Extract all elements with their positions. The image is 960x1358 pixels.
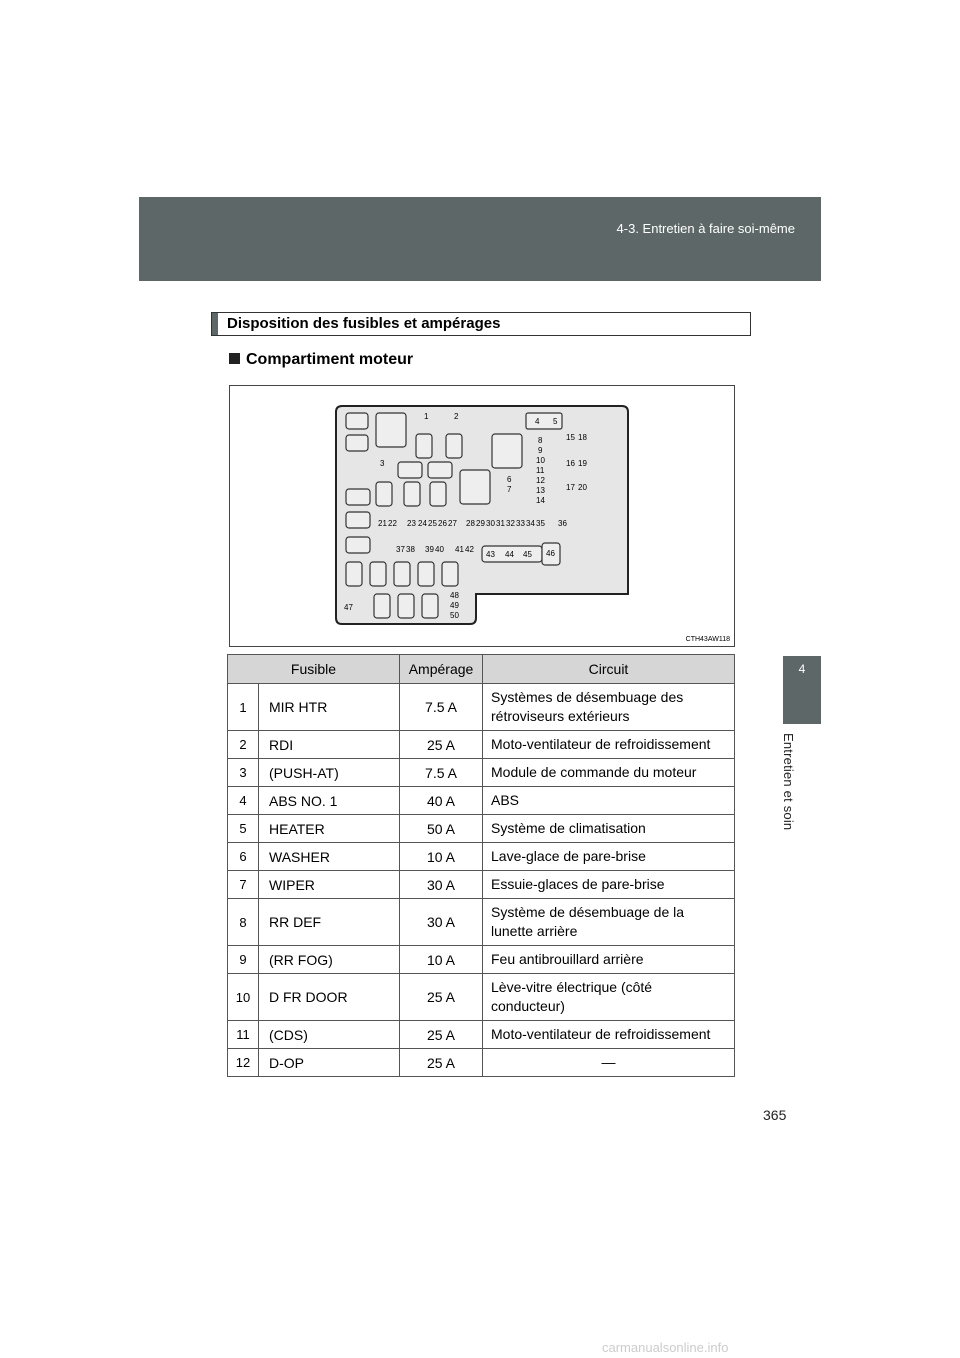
fuse-circuit: Lave-glace de pare-brise [483, 843, 735, 871]
fuse-label-35: 35 [536, 519, 545, 528]
page-number: 365 [763, 1107, 787, 1123]
col-header-circuit: Circuit [483, 655, 735, 684]
fuse-name: MIR HTR [259, 684, 400, 731]
fuse-number: 3 [228, 759, 259, 787]
fuse-amperage: 10 A [400, 843, 483, 871]
fuse-label-47: 47 [344, 603, 353, 612]
fuse-circuit [483, 974, 735, 1021]
fuse-circuit: Essuie-glaces de pare-brise [483, 871, 735, 899]
table-row [228, 1021, 735, 1049]
fuse-name: D-OP [259, 1049, 400, 1077]
fuse-label-48: 48 [450, 591, 459, 600]
fuse-label-29: 29 [476, 519, 485, 528]
fuse-label-5: 5 [553, 417, 558, 426]
fuse-name: D FR DOOR [259, 974, 400, 1021]
relay-block [404, 482, 420, 506]
fuse-label-39: 39 [425, 545, 434, 554]
table-row [228, 684, 735, 731]
section-heading-bar [212, 313, 218, 335]
fuse-amperage: 40 A [400, 787, 483, 815]
fuse-label-42: 42 [465, 545, 474, 554]
relay-block [346, 537, 370, 553]
table-row [228, 899, 735, 946]
table-row [228, 974, 735, 1021]
fuse-label-26: 26 [438, 519, 447, 528]
fuse-label-43: 43 [486, 550, 495, 559]
fuse-label-30: 30 [486, 519, 495, 528]
fuse-circuit: Moto-ventilateur de refroidissement [483, 731, 735, 759]
relay-block [398, 462, 422, 478]
fuse-label-50: 50 [450, 611, 459, 620]
fuse-circuit: Moto-ventilateur de refroidissement [483, 1021, 735, 1049]
fuse-label-21: 21 [378, 519, 387, 528]
fuse-name: HEATER [259, 815, 400, 843]
fuse-label-1: 1 [424, 412, 429, 421]
fuse-label-22: 22 [388, 519, 397, 528]
fuse-amperage: 7.5 A [400, 684, 483, 731]
fuse-name: (PUSH-AT) [259, 759, 400, 787]
fuse-number: 5 [228, 815, 259, 843]
relay-block [422, 594, 438, 618]
circuit-line: Systèmes de désembuage des [491, 689, 684, 705]
header-title: 4-3. Entretien à faire soi-même [616, 221, 795, 236]
fuse-amperage: 25 A [400, 1049, 483, 1077]
chapter-side-label [781, 733, 821, 873]
relay-block [492, 434, 522, 468]
fuse-label-46: 46 [546, 549, 555, 558]
relay-block [442, 562, 458, 586]
figure-code: CTH43AW118 [685, 636, 730, 643]
relay-block [374, 594, 390, 618]
fuse-name: WIPER [259, 871, 400, 899]
fuse-number: 7 [228, 871, 259, 899]
fuse-label-6: 6 [507, 475, 512, 484]
relay-block [398, 594, 414, 618]
circuit-line: Système de désembuage de la [491, 904, 685, 920]
fuse-label-9: 9 [538, 446, 543, 455]
fuse-label-31: 31 [496, 519, 505, 528]
fuse-number: 9 [228, 946, 259, 974]
fuse-label-15: 15 [566, 433, 575, 442]
fuse-number: 1 [228, 684, 259, 731]
watermark: carmanualsonline.info [602, 1340, 729, 1355]
fuse-label-18: 18 [578, 433, 587, 442]
relay-block [346, 562, 362, 586]
table-row [228, 787, 735, 815]
relay-block [418, 562, 434, 586]
fuse-name: RDI [259, 731, 400, 759]
fuse-label-41: 41 [455, 545, 464, 554]
table-row [228, 815, 735, 843]
relay-block [446, 434, 462, 458]
subsection-heading [229, 351, 413, 369]
fuse-label-14: 14 [536, 496, 545, 505]
fuse-label-19: 19 [578, 459, 587, 468]
chapter-tab [783, 656, 821, 724]
section-heading [211, 312, 751, 336]
table-row [228, 1049, 735, 1077]
chapter-number: 4 [798, 662, 806, 676]
fuse-amperage: 25 A [400, 1021, 483, 1049]
square-bullet-icon [229, 353, 240, 364]
fuse-number: 4 [228, 787, 259, 815]
relay-block [346, 413, 368, 429]
fuse-number: 2 [228, 731, 259, 759]
relay-block [416, 434, 432, 458]
relay-block [346, 489, 370, 505]
relay-block [394, 562, 410, 586]
fuse-label-2: 2 [454, 412, 459, 421]
fuse-label-40: 40 [435, 545, 444, 554]
fuse-label-33: 33 [516, 519, 525, 528]
fuse-amperage: 25 A [400, 731, 483, 759]
fuse-circuit [483, 899, 735, 946]
fuse-label-32: 32 [506, 519, 515, 528]
page-header [139, 197, 821, 281]
fuse-name: (CDS) [259, 1021, 400, 1049]
chapter-label: Entretien et soin [781, 733, 796, 831]
subsection-title: Compartiment moteur [246, 351, 414, 368]
col-header-amperage: Ampérage [400, 655, 483, 684]
fuse-label-7: 7 [507, 485, 512, 494]
relay-block [460, 470, 490, 504]
relay-block [428, 462, 452, 478]
circuit-line: rétroviseurs extérieurs [491, 708, 630, 724]
relay-block [370, 562, 386, 586]
fuse-label-23: 23 [407, 519, 416, 528]
fuse-label-10: 10 [536, 456, 545, 465]
fuse-label-11: 11 [536, 466, 545, 475]
fuse-amperage: 30 A [400, 871, 483, 899]
relay-block [376, 482, 392, 506]
table-row [228, 731, 735, 759]
fuse-label-8: 8 [538, 436, 543, 445]
fuse-label-12: 12 [536, 476, 545, 485]
fuse-circuit: ABS [483, 787, 735, 815]
fuse-number: 6 [228, 843, 259, 871]
section-title: Disposition des fusibles et ampérages [227, 315, 501, 332]
col-header-fuse: Fusible [228, 655, 400, 684]
fuse-name: RR DEF [259, 899, 400, 946]
fuse-circuit: Système de climatisation [483, 815, 735, 843]
fuse-name: WASHER [259, 843, 400, 871]
table-row [228, 946, 735, 974]
fuse-table [227, 654, 735, 1077]
fuse-label-34: 34 [526, 519, 535, 528]
relay-block [346, 512, 370, 528]
fuse-circuit: Module de commande du moteur [483, 759, 735, 787]
fuse-label-38: 38 [406, 545, 415, 554]
fuse-number: 10 [228, 974, 259, 1021]
fuse-label-37: 37 [396, 545, 405, 554]
fuse-label-20: 20 [578, 483, 587, 492]
fuse-label-28: 28 [466, 519, 475, 528]
fuse-label-36: 36 [558, 519, 567, 528]
fuse-name: (RR FOG) [259, 946, 400, 974]
fuse-label-24: 24 [418, 519, 427, 528]
fuse-label-16: 16 [566, 459, 575, 468]
fuse-circuit [483, 684, 735, 731]
fuse-amperage: 50 A [400, 815, 483, 843]
fuse-label-25: 25 [428, 519, 437, 528]
fuse-name: ABS NO. 1 [259, 787, 400, 815]
fuse-number: 8 [228, 899, 259, 946]
fuse-circuit: Feu antibrouillard arrière [483, 946, 735, 974]
table-row [228, 871, 735, 899]
fuse-circuit: — [483, 1049, 735, 1077]
fuse-amperage: 7.5 A [400, 759, 483, 787]
table-row [228, 759, 735, 787]
fuse-label-45: 45 [523, 550, 532, 559]
circuit-line: Lève-vitre électrique (côté [491, 979, 653, 995]
fuse-label-27: 27 [448, 519, 457, 528]
circuit-line: lunette arrière [491, 923, 578, 939]
fuse-label-13: 13 [536, 486, 545, 495]
fuse-label-3: 3 [380, 459, 385, 468]
fuse-amperage: 30 A [400, 899, 483, 946]
fuse-number: 11 [228, 1021, 259, 1049]
fuse-label-44: 44 [505, 550, 514, 559]
fuse-label-17: 17 [566, 483, 575, 492]
fuse-label-49: 49 [450, 601, 459, 610]
fuse-box-illustration [230, 386, 734, 646]
table-row [228, 843, 735, 871]
relay-block [430, 482, 446, 506]
circuit-line: conducteur) [491, 998, 565, 1014]
relay-block [376, 413, 406, 447]
fuse-box-diagram [229, 385, 735, 647]
fuse-number: 12 [228, 1049, 259, 1077]
fuse-label-4: 4 [535, 417, 540, 426]
table-header-row [228, 655, 735, 684]
fuse-amperage: 25 A [400, 974, 483, 1021]
relay-block [346, 435, 368, 451]
fuse-amperage: 10 A [400, 946, 483, 974]
